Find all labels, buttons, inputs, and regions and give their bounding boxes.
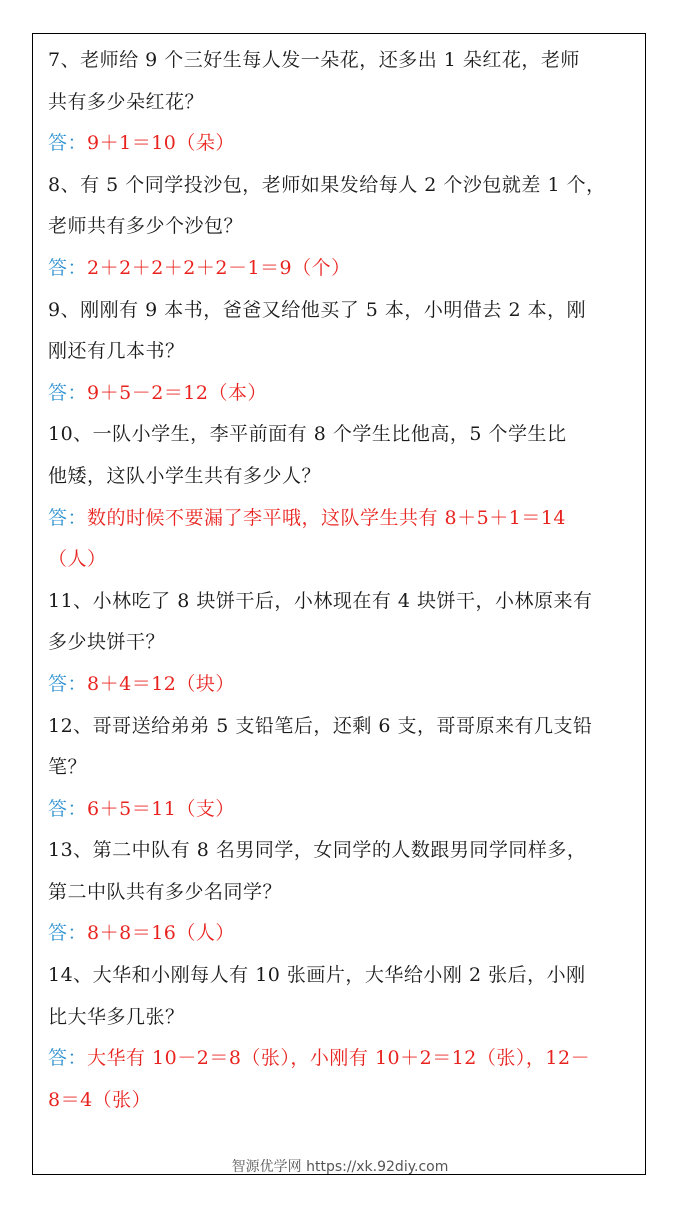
answer-text: 大华有 10－2＝8（张），小刚有 10＋2＝12（张），12－: [87, 1047, 591, 1070]
answer-line: [48, 1038, 638, 1080]
answer-text: 6＋5＝11（支）: [87, 797, 235, 820]
answer-line: [48, 664, 638, 706]
answer-text: 8＋8＝16（人）: [87, 922, 235, 945]
answer-line: [48, 498, 638, 540]
answer-line-continued: 8＝4（张）: [48, 1088, 152, 1111]
answer-line: [48, 913, 638, 955]
answer-line: [48, 789, 638, 831]
question-line: 8、有 5 个同学投沙包，老师如果发给每人 2 个沙包就差 1 个，: [48, 173, 606, 196]
answer-label: 答：: [48, 1047, 88, 1070]
question-line: 他矮，这队小学生共有多少人？: [48, 464, 322, 487]
question-line: 13、第二中队有 8 名男同学，女同学的人数跟男同学同样多，: [48, 839, 587, 862]
question-line: 14、大华和小刚每人有 10 张画片，大华给小刚 2 张后，小刚: [48, 964, 586, 987]
question-line: 12、哥哥送给弟弟 5 支铅笔后，还剩 6 支，哥哥原来有几支铅: [48, 714, 593, 737]
question-line: 10、一队小学生，李平前面有 8 个学生比他高，5 个学生比: [48, 423, 567, 446]
answer-label: 答：: [48, 256, 88, 279]
question-line: 刚还有几本书？: [48, 340, 185, 363]
worksheet-content: [48, 40, 638, 1121]
question-line: 老师共有多少个沙包？: [48, 215, 244, 238]
answer-label: 答：: [48, 922, 88, 945]
answer-label: 答：: [48, 672, 88, 695]
question-line: 共有多少朵红花？: [48, 90, 205, 113]
answer-text: 9＋5－2＝12（本）: [87, 381, 267, 404]
question-line: 9、刚刚有 9 本书，爸爸又给他买了 5 本，小明借去 2 本，刚: [48, 298, 587, 321]
question-line: 比大华多几张？: [48, 1005, 185, 1028]
question-line: 7、老师给 9 个三好生每人发一朵花，还多出 1 朵红花，老师: [48, 49, 580, 71]
answer-line-continued: （人）: [48, 548, 107, 571]
question-line: 多少块饼干？: [48, 631, 166, 654]
answer-text: 9＋1＝10（朵）: [87, 132, 235, 155]
answer-label: 答：: [48, 132, 88, 155]
answer-line: [48, 373, 638, 415]
answer-label: 答：: [48, 797, 88, 820]
answer-line: [48, 248, 638, 290]
question-line: 笔？: [48, 756, 88, 779]
question-line: 11、小林吃了 8 块饼干后，小林现在有 4 块饼干，小林原来有: [48, 589, 593, 612]
footer-watermark: 智源优学网 https://xk.92diy.com: [231, 1159, 449, 1175]
answer-text: 2＋2＋2＋2＋2－1＝9（个）: [87, 256, 351, 279]
question-line: 第二中队共有多少名同学？: [48, 880, 283, 903]
answer-label: 答：: [48, 381, 88, 404]
answer-line: [48, 123, 638, 165]
answer-text: 8＋4＝12（块）: [87, 672, 235, 695]
answer-label: 答：: [48, 506, 88, 529]
answer-text: 数的时候不要漏了李平哦，这队学生共有 8＋5＋1＝14: [87, 506, 566, 529]
